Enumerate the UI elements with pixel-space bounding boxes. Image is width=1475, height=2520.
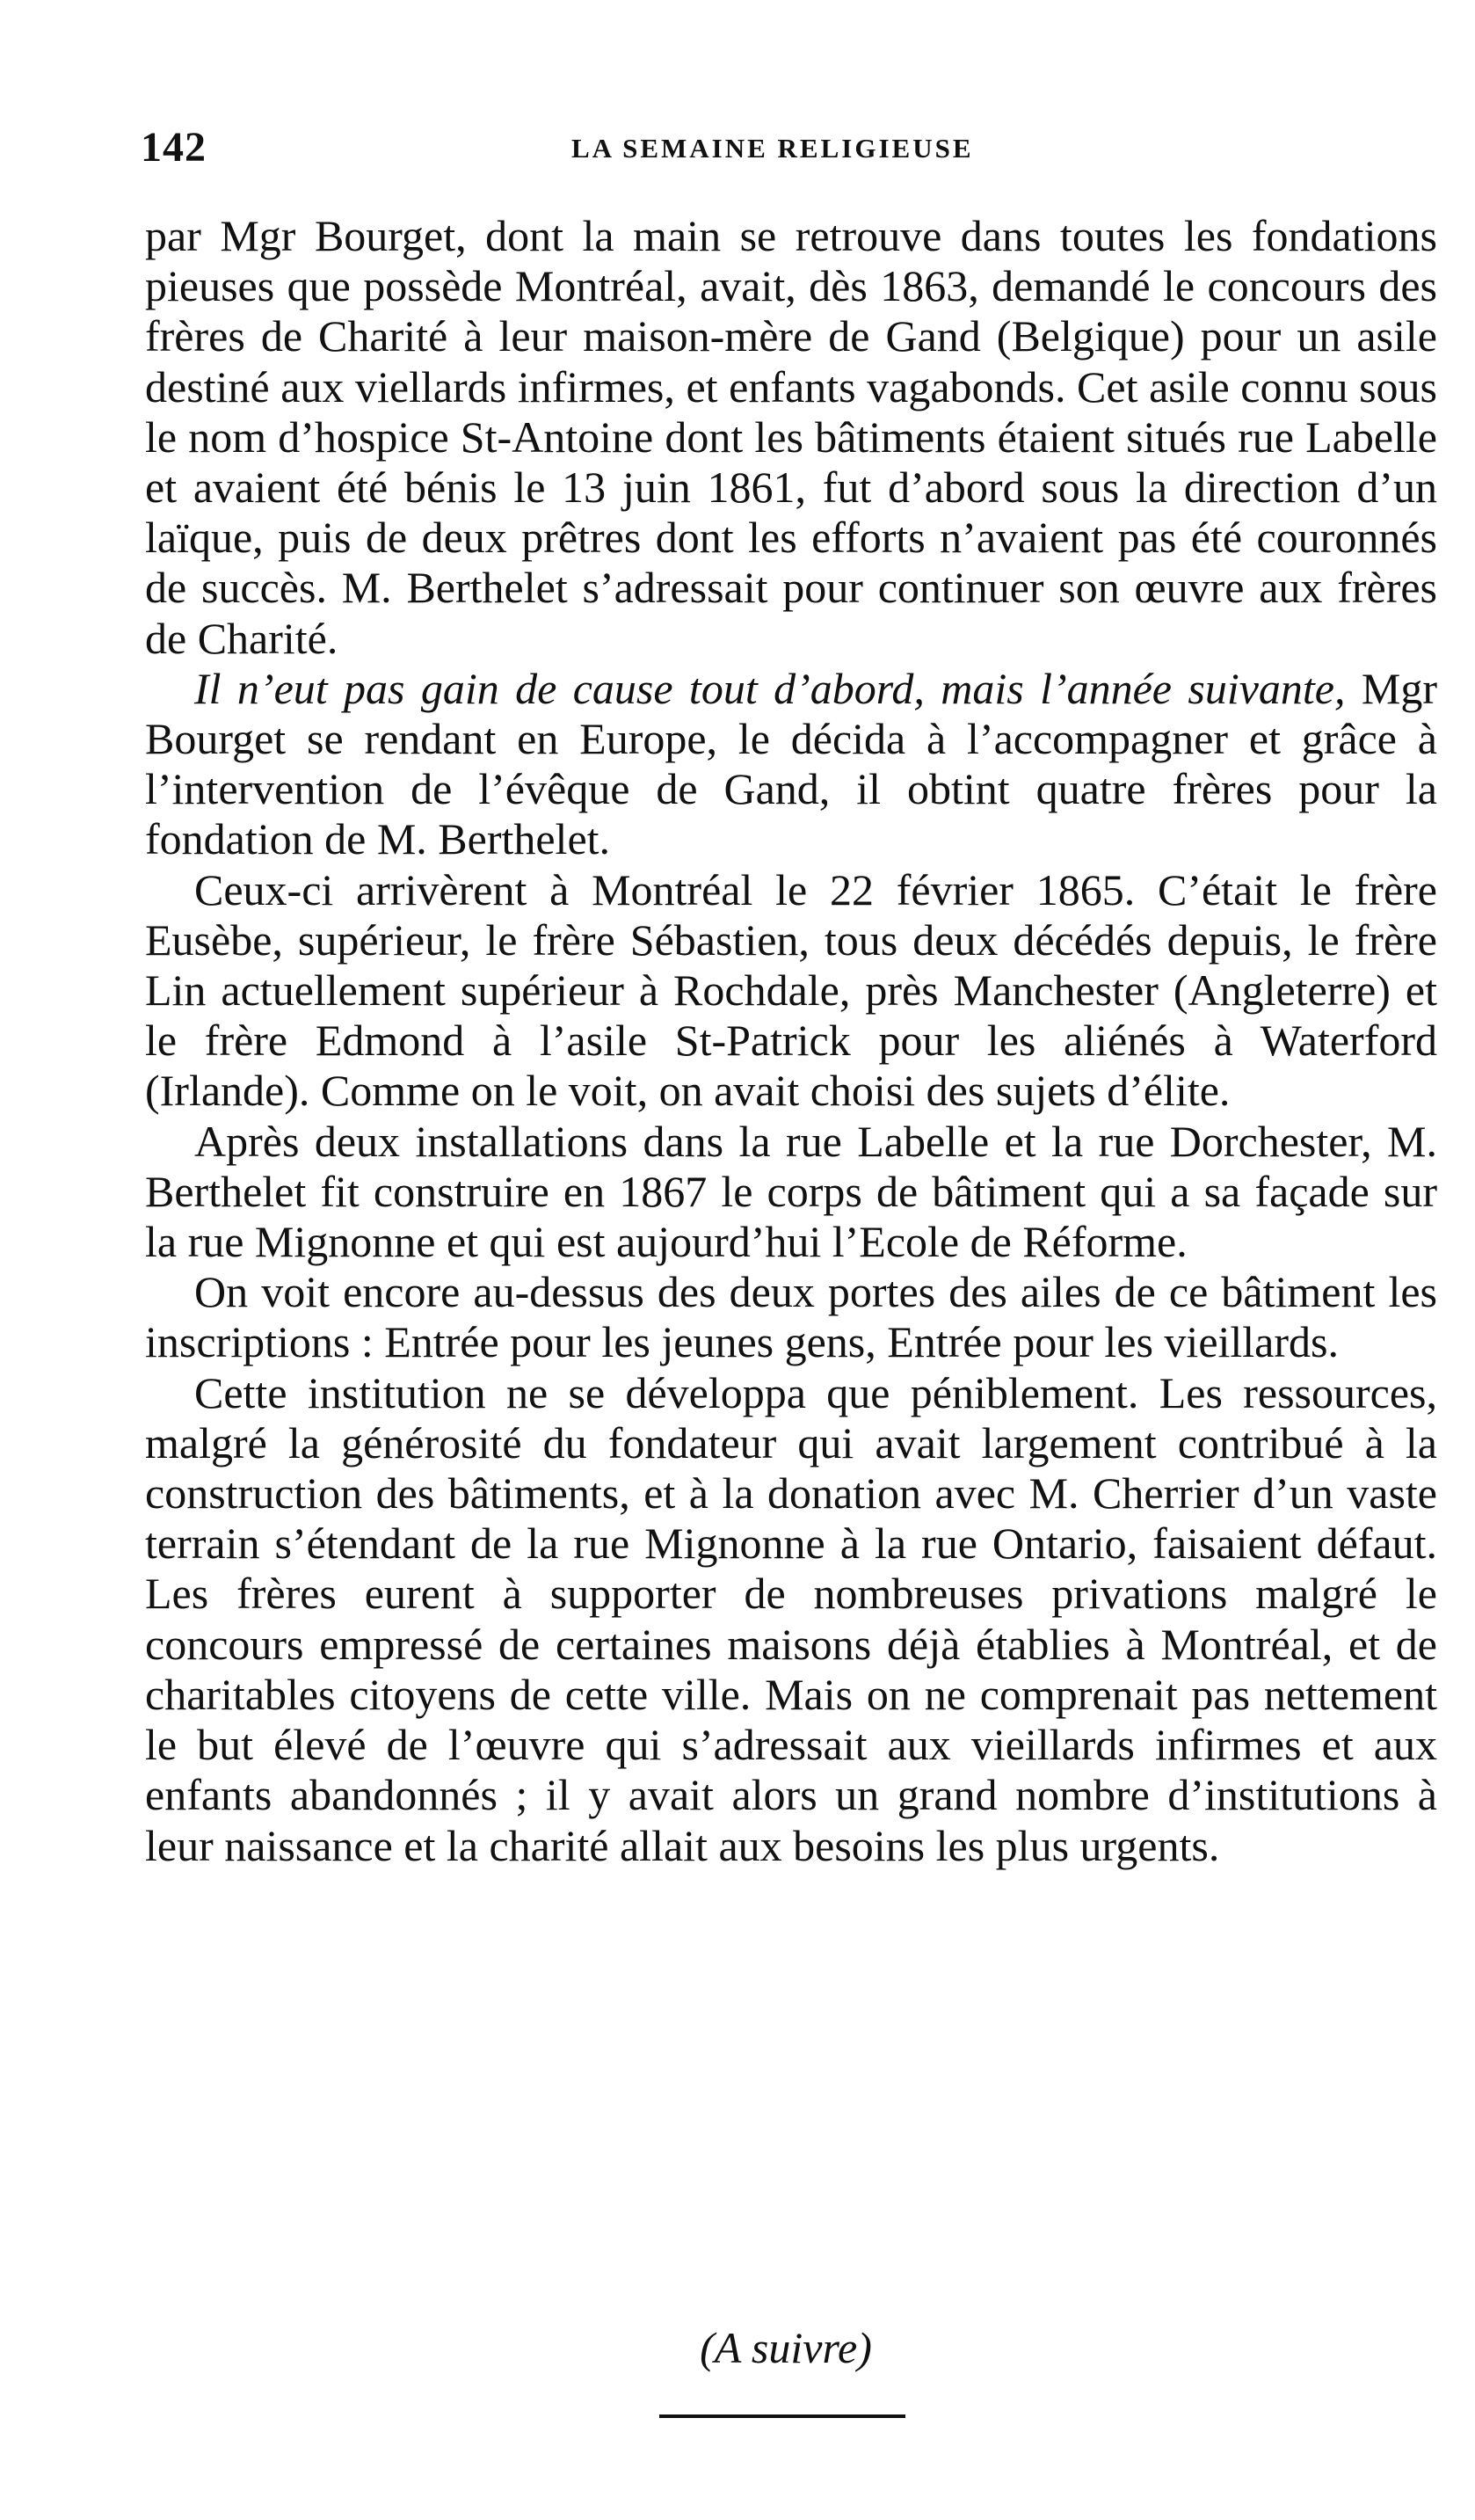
paragraph-text-italic: Il n’eut pas gain de cause tout d’abord, mais l’année suivante, [194, 663, 1346, 713]
to-follow-note: (A suivre) [700, 2323, 872, 2372]
paragraph [145, 211, 1437, 664]
paragraph-text: Cette institution ne se développa que péniblement. Les ressources, malgré la générosité du fondateur qui avait largement contribué à la construction des bâtiments, et à la donation avec M. Cherrier d’un vaste terrain s’étendant de la rue Mignonne à la rue Ontario, faisaient défaut. Les frères eurent à supporter de nombreuses privations malgré le concours empressé de certaines maisons déjà établies à Montréal, et de charitables citoyens de cette ville. Mais on ne comprenait pas nettement le but élevé de l’œuvre qui s’adressait aux vieillards infirmes et aux enfants abandonnés ; il y avait alors un grand nombre d’institutions à leur naissance et la charité allait aux besoins les plus urgents. [145, 1367, 1437, 1870]
page-number: 142 [141, 124, 207, 171]
body-text [145, 211, 1437, 1871]
paragraph [145, 1117, 1437, 1268]
paragraph-text: Mgr Bourget se rendant en Europe, le décida à l’accompagner et grâce à l’intervention de l’évêque de Gand, il obtint quatre frères pour la fondation de M. Berthelet. [145, 663, 1438, 864]
paragraph-text: Ceux-ci arrivèrent à Montréal le 22 février 1865. C’était le frère Eusèbe, supérieur, le frère Sébastien, tous deux décédés depuis, le frère Lin actuellement supérieur à Rochdale, près Manchester (Angleterre) et le frère Edmond à l’asile St-Patrick pour les aliénés à Waterford (Irlande). Comme on le voit, on avait choisi des sujets d’élite. [145, 864, 1437, 1116]
page-header [141, 121, 1433, 174]
paragraph-text: par Mgr Bourget, dont la main se retrouve dans toutes les fondations pieuses que possède Montréal, avait, dès 1863, demandé le concours des frères de Charité à leur maison-mère de Gand (Belgique) pour un asile destiné aux viellards infirmes, et enfants vagabonds. Cet asile connu sous le nom d’hospice St-Antoine dont les bâtiments étaient situés rue Labelle et avaient été bénis le 13 juin 1861, fut d’abord sous la direction d’un laïque, puis de deux prêtres dont les efforts n’avaient pas été couronnés de succès. M. Berthelet s’adressait pour continuer son œuvre aux frères de Charité. [145, 211, 1437, 663]
paragraph [145, 1368, 1437, 1871]
paragraph [145, 1267, 1437, 1367]
closing-rule [659, 2414, 905, 2418]
paragraph [145, 664, 1437, 865]
running-head: LA SEMAINE RELIGIEUSE [571, 133, 974, 164]
paragraph-text: On voit encore au-dessus des deux portes des ailes de ce bâtiment les inscriptions : Entrée pour les jeunes gens, Entrée pour les vieillards. [145, 1267, 1437, 1367]
paragraph [145, 865, 1437, 1117]
paragraph-text: Après deux installations dans la rue Labelle et la rue Dorchester, M. Berthelet fit construire en 1867 le corps de bâtiment qui a sa façade sur la rue Mignonne et qui est aujourd’hui l’Ecole de Réforme. [145, 1116, 1437, 1267]
